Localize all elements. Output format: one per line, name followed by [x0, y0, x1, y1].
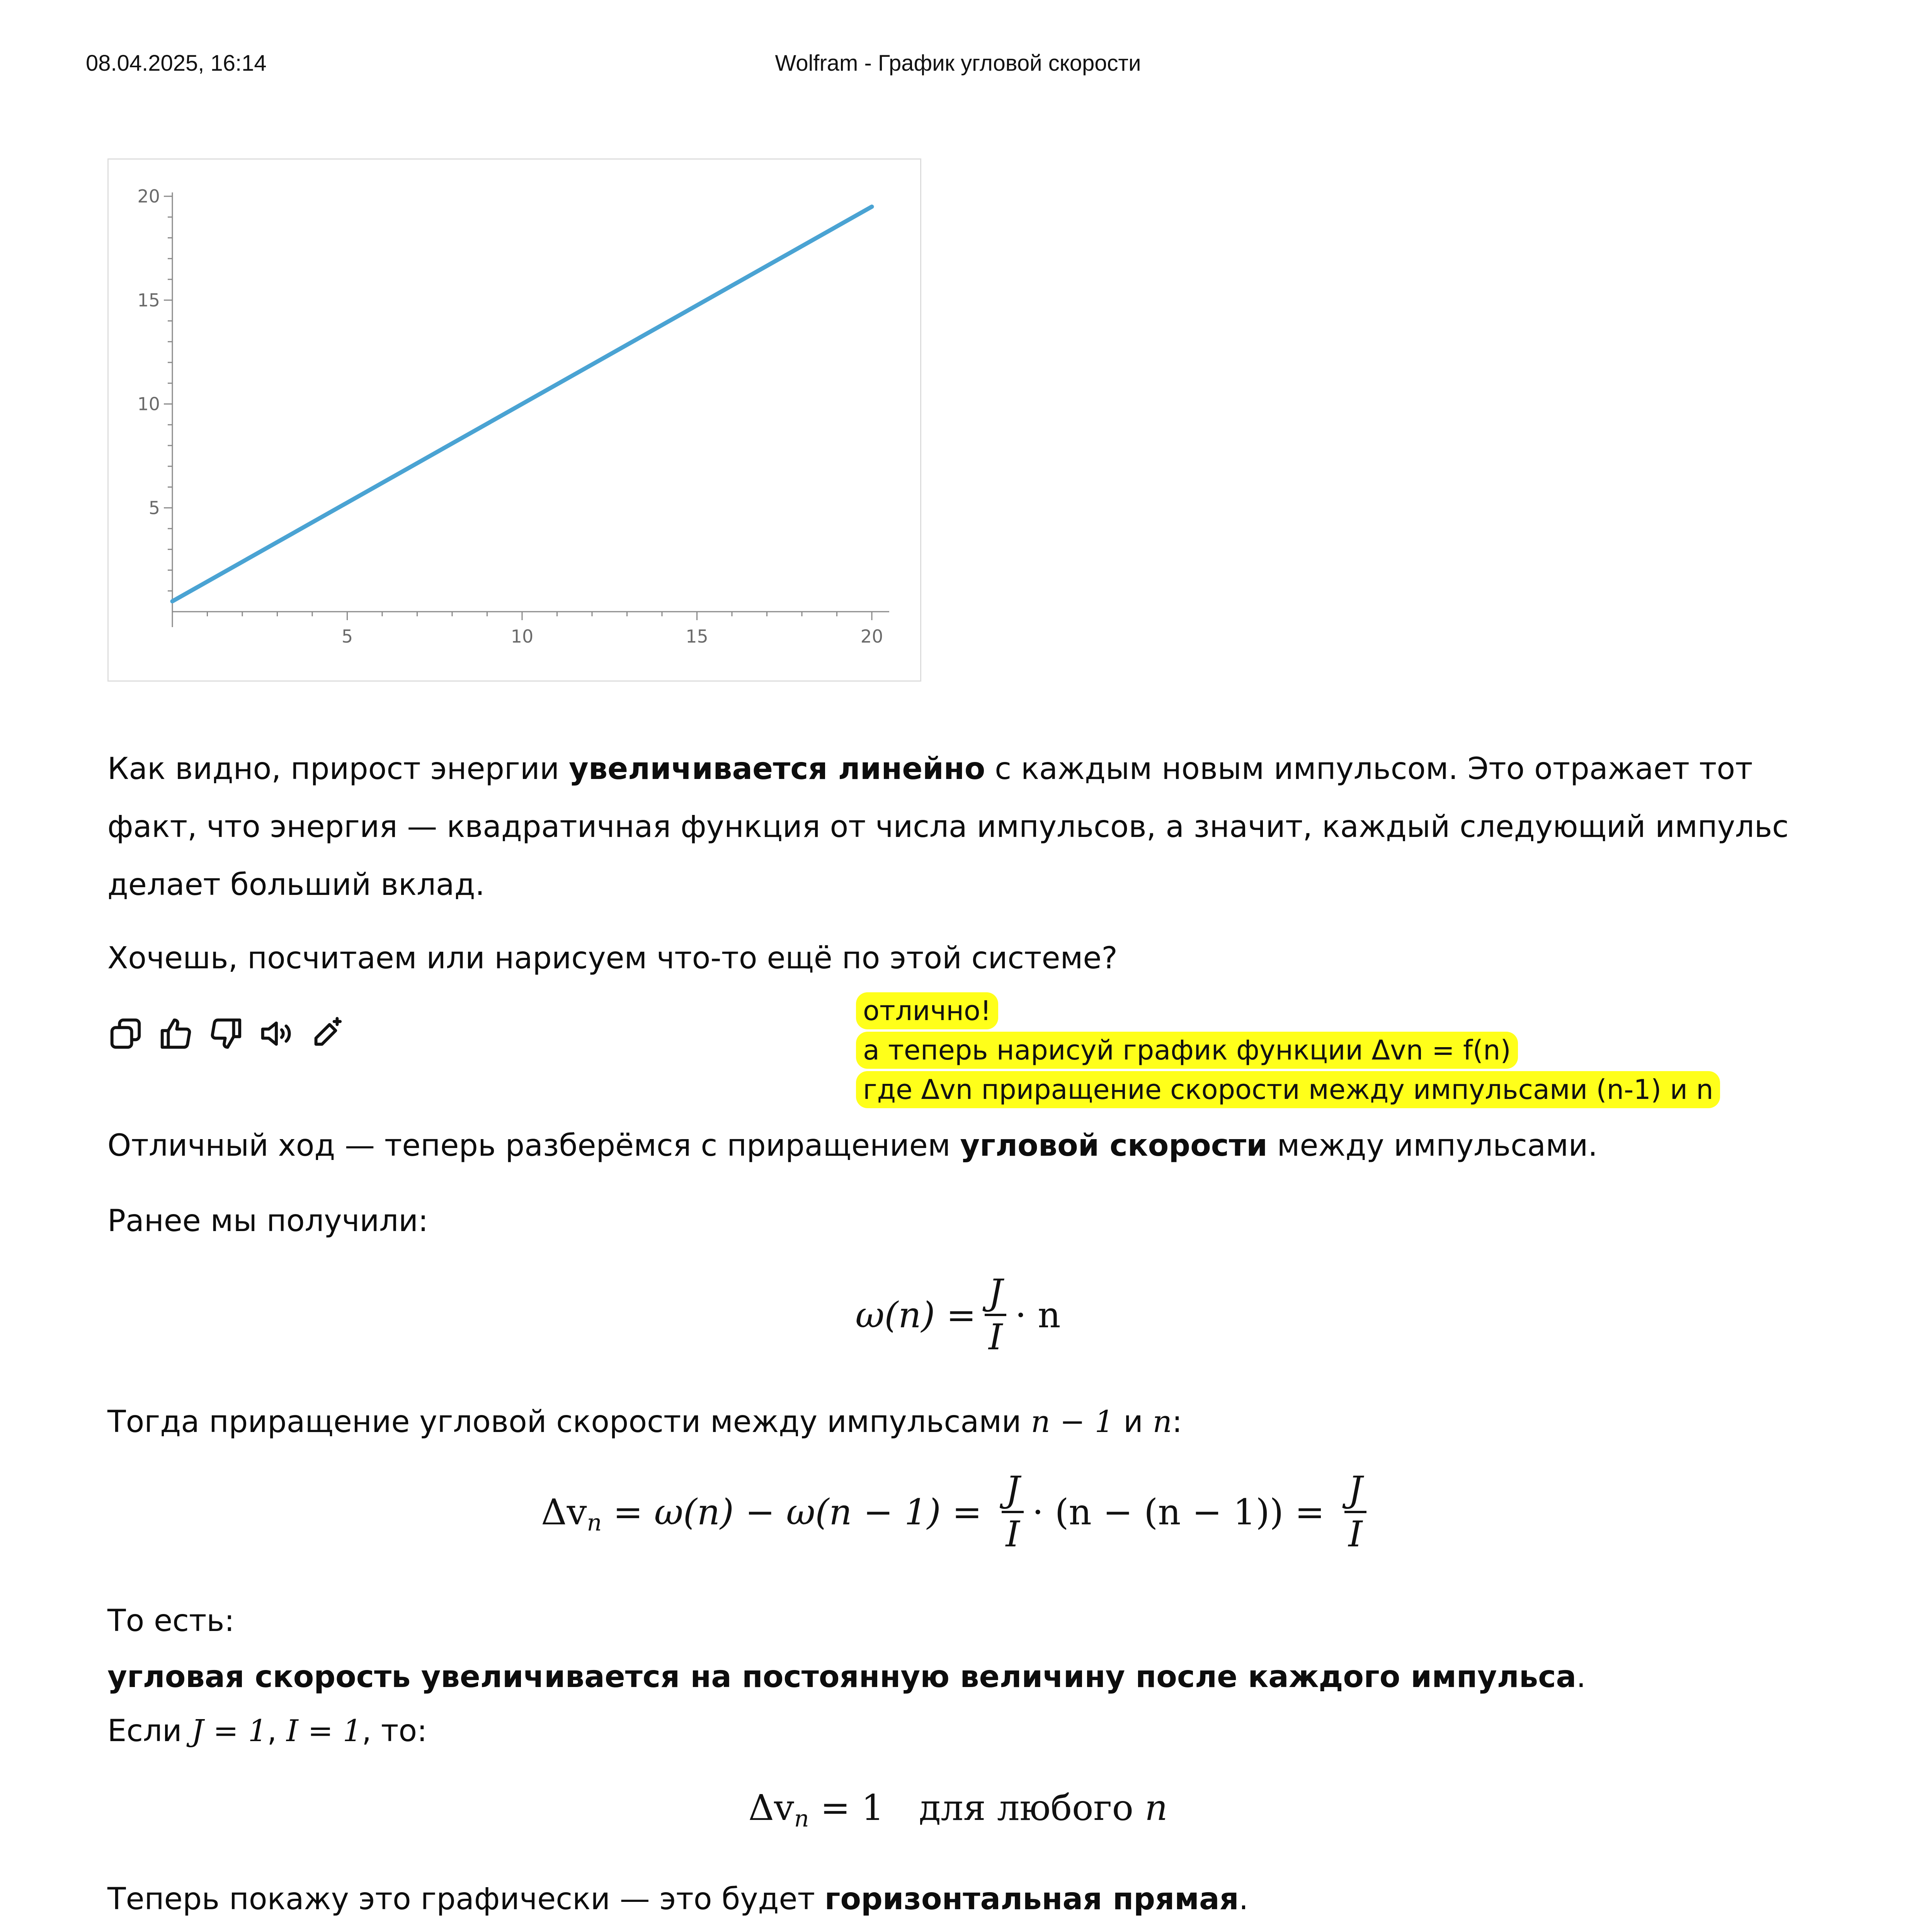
paragraph-energy-line2: факт, что энергия — квадратичная функция от числа импульсов, а значит, каждый следующий импульс — [107, 810, 1789, 844]
user-message-line1: отлично! — [856, 992, 998, 1029]
formula-mid: = ω(n) − ω(n − 1) = — [602, 1491, 994, 1533]
math-span: J = 1 — [191, 1714, 267, 1748]
fraction — [985, 1271, 1007, 1359]
user-message-line2: а теперь нарисуй график функции Δvn = f(n) — [856, 1032, 1518, 1069]
formula-lhs: Δv — [541, 1491, 587, 1533]
x-tick-label: 15 — [686, 626, 708, 647]
bold-span: угловая скорость увеличивается на постоянную величину после каждого импульса — [107, 1660, 1576, 1694]
formula-rhs: = 1 — [809, 1787, 884, 1828]
energy-increment-chart — [107, 158, 921, 682]
fraction — [1344, 1468, 1366, 1556]
text-span: . — [1239, 1882, 1249, 1917]
formula-rhs: · n — [1015, 1294, 1061, 1336]
series-line — [172, 207, 872, 601]
thumbs-up-icon[interactable] — [158, 1015, 194, 1052]
denominator: I — [1002, 1511, 1023, 1556]
text-span: Теперь покажу это графически — это будет — [107, 1882, 825, 1917]
copy-icon[interactable] — [107, 1015, 144, 1052]
reply-bold-statement — [107, 1648, 1586, 1706]
message-actions — [107, 1012, 345, 1055]
subscript: n — [587, 1509, 602, 1536]
x-tick-label: 5 — [341, 626, 353, 647]
text-span: Как видно, прирост энергии — [107, 752, 569, 786]
denominator: I — [1344, 1511, 1366, 1556]
reply-earlier: Ранее мы получили: — [107, 1204, 429, 1238]
y-tick-label: 5 — [148, 497, 160, 519]
fraction — [1002, 1468, 1024, 1556]
formula-omega — [0, 1271, 1916, 1359]
followup-question: Хочешь, посчитаем или нарисуем что-то ещё по этой системе? — [107, 941, 1118, 976]
text-span: , — [267, 1714, 286, 1748]
reply-then — [107, 1393, 1182, 1451]
math-span: n − 1 — [1031, 1405, 1114, 1439]
formula-mid2: · (n − (n − 1)) = — [1032, 1491, 1336, 1533]
chart-svg — [109, 160, 920, 680]
y-tick-label: 15 — [137, 289, 160, 311]
text-span: : — [1172, 1405, 1183, 1439]
formula-lhs: ω(n) = — [855, 1294, 976, 1336]
formula-text: для любого — [919, 1787, 1145, 1828]
user-message-line3: где Δvn приращение скорости между импульсами (n-1) и n — [856, 1071, 1720, 1108]
y-tick-label: 20 — [137, 186, 160, 207]
paragraph-energy-line1 — [107, 740, 1753, 798]
bold-span: горизонтальная прямая — [824, 1882, 1239, 1917]
formula-delta — [0, 1468, 1916, 1556]
bold-span: увеличивается линейно — [569, 752, 985, 786]
text-span: с каждым новым импульсом. Это отражает тот — [985, 752, 1753, 786]
numerator: J — [1006, 1469, 1020, 1510]
speaker-icon[interactable] — [258, 1015, 294, 1052]
formula-lhs: Δv — [748, 1787, 794, 1828]
reply-intro — [107, 1117, 1598, 1175]
x-tick-label: 10 — [510, 626, 534, 647]
text-span: . — [1576, 1660, 1586, 1694]
text-span: между импульсами. — [1267, 1128, 1598, 1163]
text-span: Тогда приращение угловой скорости между импульсами — [107, 1405, 1031, 1439]
text-span: и — [1114, 1405, 1153, 1439]
formula-var: n — [1145, 1787, 1168, 1828]
x-tick-label: 20 — [860, 626, 883, 647]
edit-sparkle-icon[interactable] — [308, 1015, 345, 1052]
denominator: I — [985, 1314, 1006, 1359]
print-date: 08.04.2025, 16:14 — [86, 51, 267, 76]
text-span: Если — [107, 1714, 192, 1748]
numerator: J — [988, 1272, 1003, 1313]
y-tick-label: 10 — [137, 393, 160, 415]
text-span: , то: — [362, 1714, 427, 1748]
math-span: n — [1152, 1405, 1172, 1439]
bold-span: угловой скорости — [960, 1128, 1268, 1163]
numerator: J — [1348, 1469, 1363, 1510]
reply-show — [107, 1870, 1248, 1928]
reply-that-is: То есть: — [107, 1604, 235, 1638]
subscript: n — [794, 1805, 809, 1832]
formula-delta-one — [0, 1787, 1916, 1832]
math-span: I = 1 — [286, 1714, 362, 1748]
text-span: Отличный ход — теперь разберёмся с приращением — [107, 1128, 960, 1163]
thumbs-down-icon[interactable] — [208, 1015, 244, 1052]
reply-if — [107, 1702, 427, 1760]
print-title: Wolfram - График угловой скорости — [775, 51, 1141, 76]
paragraph-energy-line3: делает больший вклад. — [107, 867, 485, 902]
